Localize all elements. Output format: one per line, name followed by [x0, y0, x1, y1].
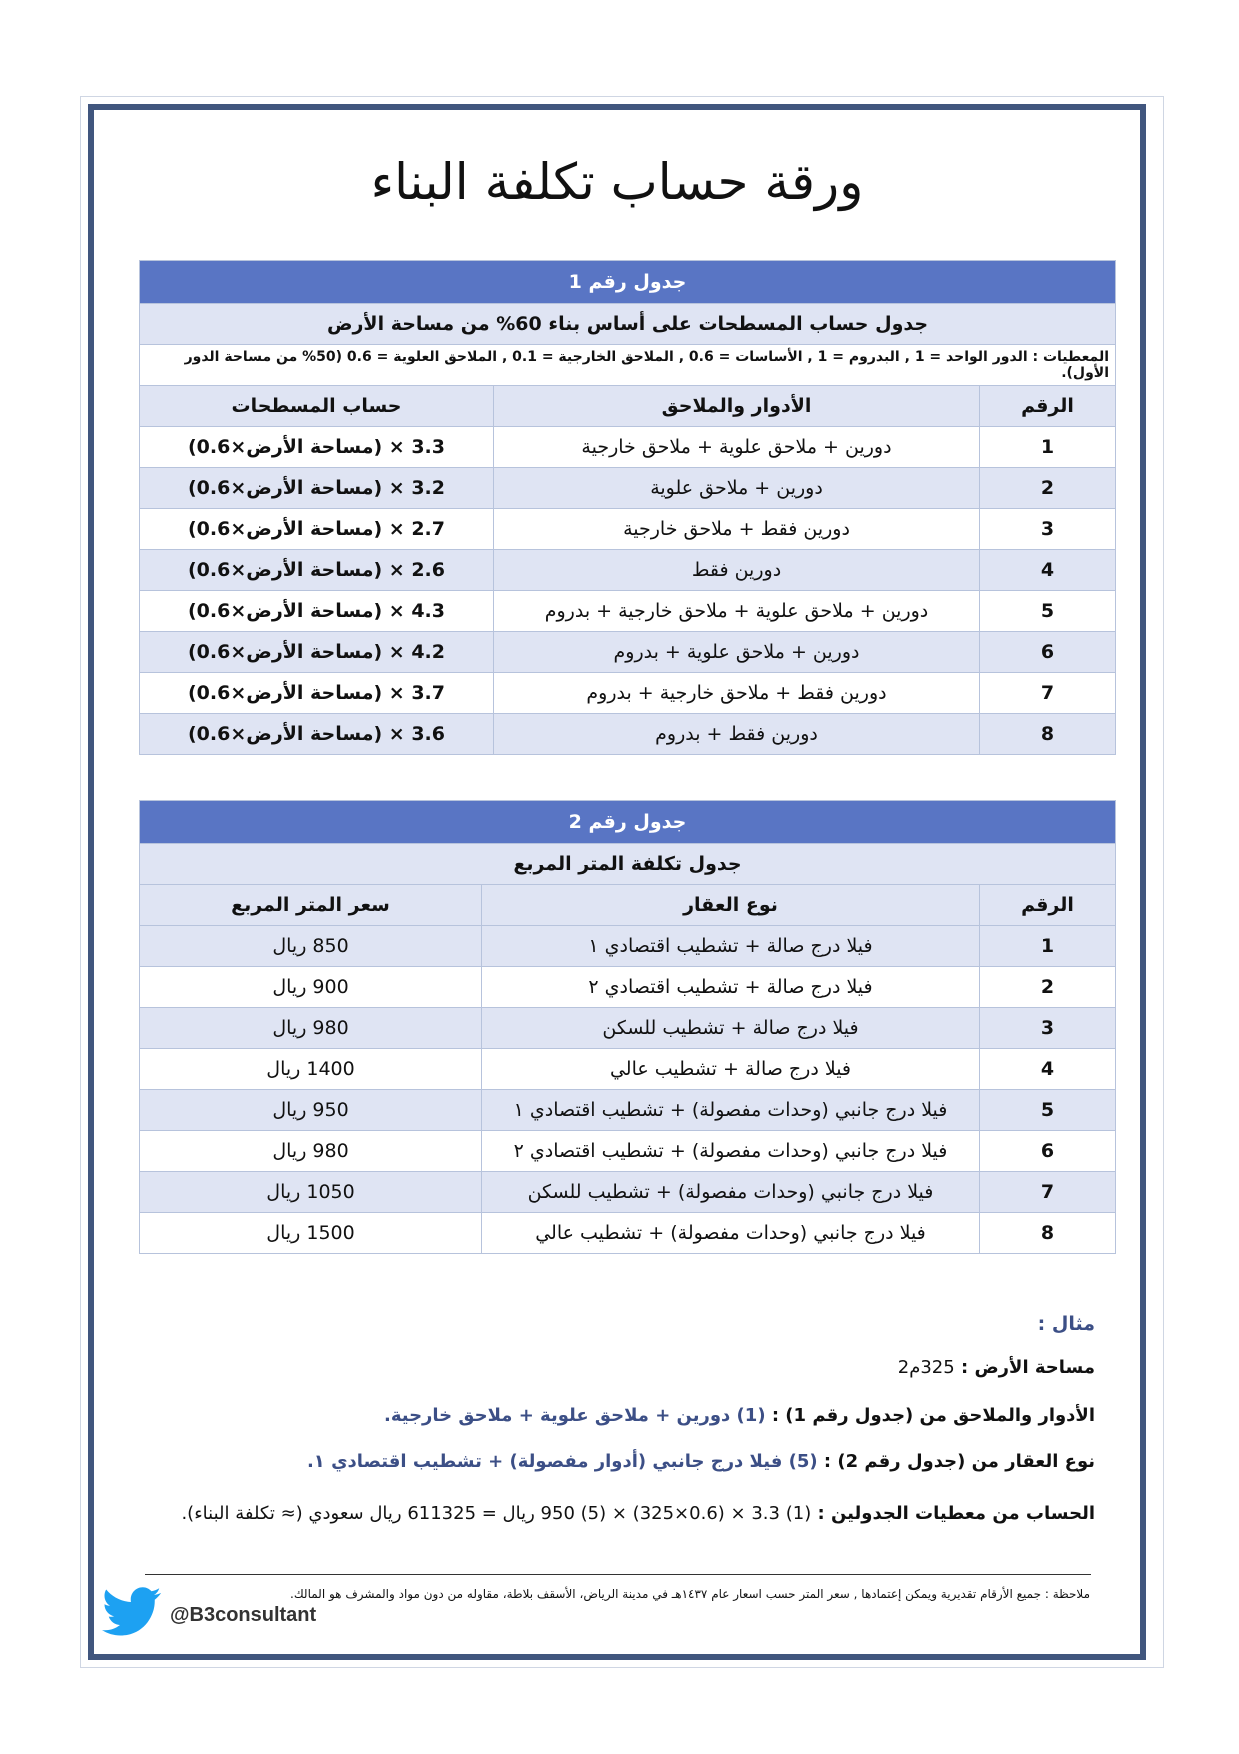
table-prices — [139, 800, 1116, 1254]
example-calculation — [170, 1503, 1095, 1524]
land-area-value: 325م2 — [897, 1357, 955, 1378]
row-floors: دورين فقط + ملاحق خارجية — [494, 509, 980, 550]
row-area-calc: 4.3 × (مساحة الأرض×0.6) — [140, 591, 494, 632]
table-row — [140, 427, 1116, 468]
row-number: 5 — [980, 1090, 1116, 1131]
table-row — [140, 714, 1116, 755]
example-floors — [170, 1405, 1095, 1426]
row-number: 6 — [980, 1131, 1116, 1172]
row-area-calc: 2.6 × (مساحة الأرض×0.6) — [140, 550, 494, 591]
table-row — [140, 1131, 1116, 1172]
row-area-calc: 3.3 × (مساحة الأرض×0.6) — [140, 427, 494, 468]
row-price: 1050 ريال — [140, 1172, 482, 1213]
table-areas — [139, 260, 1116, 755]
twitter-bird-icon — [102, 1587, 162, 1637]
row-floors: دورين + ملاحق علوية + بدروم — [494, 632, 980, 673]
row-number: 7 — [980, 673, 1116, 714]
row-number: 1 — [980, 427, 1116, 468]
table-row — [140, 509, 1116, 550]
row-property-type: فيلا درج جانبي (وحدات مفصولة) + تشطيب اقتصادي ١ — [482, 1090, 980, 1131]
row-floors: دورين فقط + ملاحق خارجية + بدروم — [494, 673, 980, 714]
table2-header: جدول رقم 2 — [140, 801, 1116, 844]
footer-note: ملاحظة : جميع الأرقام تقديرية ويمكن إعتمادها , سعر المتر حسب اسعار عام ١٤٣٧هـ في مدينة الرياض، الأسقف بلاطة، مقاوله من دون مواد والمشرف هو المالك. — [290, 1587, 1090, 1601]
table1-subtitle: جدول حساب المسطحات على أساس بناء 60% من مساحة الأرض — [140, 304, 1116, 345]
row-number: 3 — [980, 509, 1116, 550]
table-row — [140, 967, 1116, 1008]
table-row — [140, 673, 1116, 714]
table-row — [140, 926, 1116, 967]
row-number: 3 — [980, 1008, 1116, 1049]
row-area-calc: 3.6 × (مساحة الأرض×0.6) — [140, 714, 494, 755]
row-number: 4 — [980, 1049, 1116, 1090]
row-price: 900 ريال — [140, 967, 482, 1008]
row-number: 2 — [980, 468, 1116, 509]
table-row — [140, 550, 1116, 591]
table-row — [140, 591, 1116, 632]
land-area-label: مساحة الأرض : — [961, 1357, 1095, 1378]
row-price: 980 ريال — [140, 1131, 482, 1172]
table2-subtitle: جدول تكلفة المتر المربع — [140, 844, 1116, 885]
row-property-type: فيلا درج جانبي (وحدات مفصولة) + تشطيب للسكن — [482, 1172, 980, 1213]
calculation-value: (1) 3.3 × (0.6×325) × (5) 950 ريال = 611325 ريال سعودي (≈ تكلفة البناء). — [181, 1503, 812, 1524]
example-heading: مثال : — [1037, 1313, 1095, 1335]
row-area-calc: 4.2 × (مساحة الأرض×0.6) — [140, 632, 494, 673]
row-property-type: فيلا درج صالة + تشطيب اقتصادي ١ — [482, 926, 980, 967]
table1-header: جدول رقم 1 — [140, 261, 1116, 304]
row-number: 2 — [980, 967, 1116, 1008]
property-type-value: (5) فيلا درج جانبي (أدوار مفصولة) + تشطيب اقتصادي ١. — [306, 1451, 818, 1472]
row-floors: دورين + ملاحق علوية + ملاحق خارجية — [494, 427, 980, 468]
table1-givens: المعطيات : الدور الواحد = 1 , البدروم = 1 , الأساسات = 0.6 , الملاحق الخارجية = 0.1 , الملاحق العلوية = 0.6 (50% من مساحة الدور الأول). — [140, 345, 1116, 386]
row-property-type: فيلا درج صالة + تشطيب للسكن — [482, 1008, 980, 1049]
column-header-floors: الأدوار والملاحق — [494, 386, 980, 427]
row-price: 980 ريال — [140, 1008, 482, 1049]
table-row — [140, 1090, 1116, 1131]
row-area-calc: 3.7 × (مساحة الأرض×0.6) — [140, 673, 494, 714]
property-type-label: نوع العقار من (جدول رقم 2) : — [823, 1451, 1095, 1472]
table-row — [140, 1213, 1116, 1254]
footer-divider — [145, 1574, 1091, 1575]
floors-value: (1) دورين + ملاحق علوية + ملاحق خارجية. — [383, 1405, 766, 1426]
row-property-type: فيلا درج صالة + تشطيب اقتصادي ٢ — [482, 967, 980, 1008]
row-number: 6 — [980, 632, 1116, 673]
row-price: 850 ريال — [140, 926, 482, 967]
row-floors: دورين فقط + بدروم — [494, 714, 980, 755]
row-number: 8 — [980, 714, 1116, 755]
twitter-handle[interactable]: @B3consultant — [170, 1604, 317, 1626]
column-header-property-type: نوع العقار — [482, 885, 980, 926]
row-number: 7 — [980, 1172, 1116, 1213]
row-property-type: فيلا درج جانبي (وحدات مفصولة) + تشطيب اقتصادي ٢ — [482, 1131, 980, 1172]
row-price: 950 ريال — [140, 1090, 482, 1131]
calculation-label: الحساب من معطيات الجدولين : — [817, 1503, 1095, 1524]
row-price: 1500 ريال — [140, 1213, 482, 1254]
example-property-type — [170, 1451, 1095, 1472]
table-row — [140, 632, 1116, 673]
floors-label: الأدوار والملاحق من (جدول رقم 1) : — [771, 1405, 1095, 1426]
table-row — [140, 1008, 1116, 1049]
row-floors: دورين فقط — [494, 550, 980, 591]
row-floors: دورين + ملاحق علوية + ملاحق خارجية + بدروم — [494, 591, 980, 632]
row-number: 1 — [980, 926, 1116, 967]
row-area-calc: 3.2 × (مساحة الأرض×0.6) — [140, 468, 494, 509]
table-row — [140, 1049, 1116, 1090]
row-area-calc: 2.7 × (مساحة الأرض×0.6) — [140, 509, 494, 550]
column-header-number: الرقم — [980, 386, 1116, 427]
example-land-area — [170, 1357, 1095, 1378]
row-property-type: فيلا درج صالة + تشطيب عالي — [482, 1049, 980, 1090]
column-header-price: سعر المتر المربع — [140, 885, 482, 926]
row-number: 8 — [980, 1213, 1116, 1254]
row-property-type: فيلا درج جانبي (وحدات مفصولة) + تشطيب عالي — [482, 1213, 980, 1254]
row-floors: دورين + ملاحق علوية — [494, 468, 980, 509]
column-header-area-calc: حساب المسطحات — [140, 386, 494, 427]
row-number: 4 — [980, 550, 1116, 591]
row-number: 5 — [980, 591, 1116, 632]
table-row — [140, 468, 1116, 509]
page-title: ورقة حساب تكلفة البناء — [370, 153, 864, 211]
column-header-number: الرقم — [980, 885, 1116, 926]
row-price: 1400 ريال — [140, 1049, 482, 1090]
table-row — [140, 1172, 1116, 1213]
